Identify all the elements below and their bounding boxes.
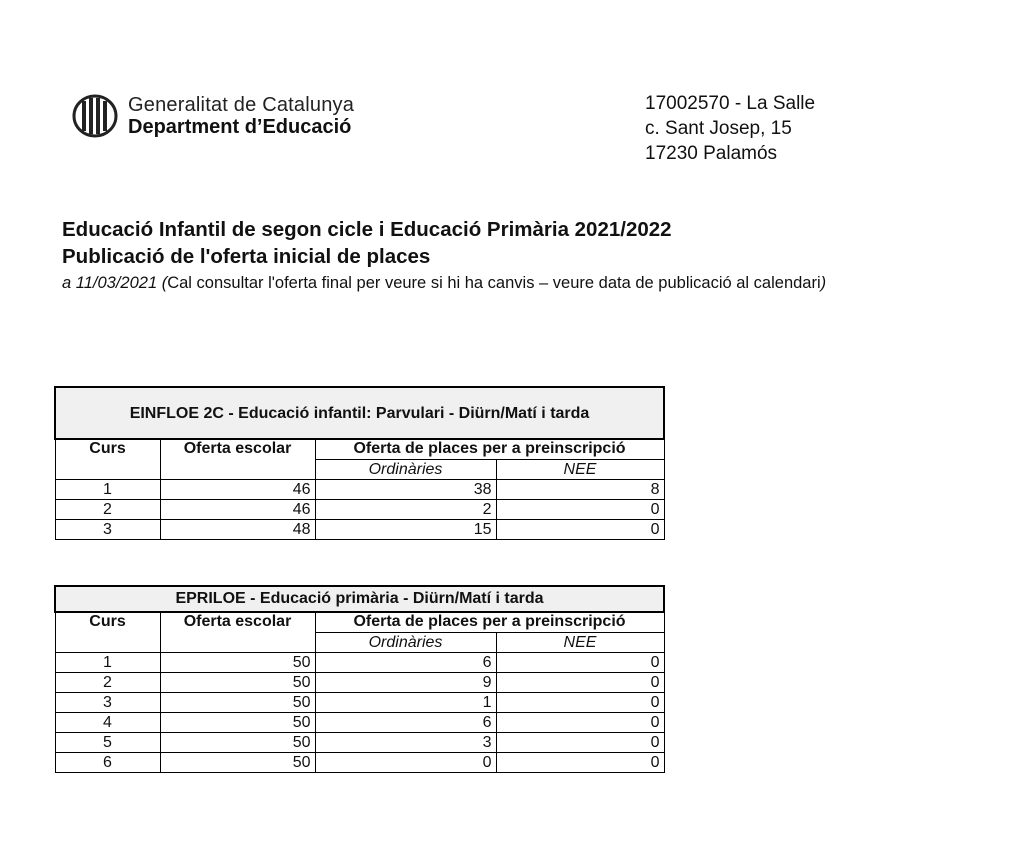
school-code-name: 17002570 - La Salle [645,93,816,114]
cell-oferta: 50 [160,753,315,773]
cell-ordinaries: 1 [315,693,496,713]
cell-ordinaries: 6 [315,713,496,733]
cell-curs: 5 [55,733,160,753]
table-row [55,693,664,713]
cell-oferta: 50 [160,733,315,753]
cell-curs: 2 [55,500,160,520]
catalan-flag-emblem-icon [72,94,118,138]
table-title: EINFLOE 2C - Educació infantil: Parvulari - Diürn/Matí i tarda [55,387,664,439]
col-header-curs: Curs [55,439,160,480]
table-row [55,653,664,673]
cell-curs: 4 [55,713,160,733]
document-title [62,216,672,270]
cell-oferta: 46 [160,500,315,520]
col-header-oferta-places: Oferta de places per a preinscripció [315,612,664,633]
cell-nee: 0 [496,753,664,773]
cell-ordinaries: 38 [315,480,496,500]
table-row [55,753,664,773]
cell-oferta: 50 [160,713,315,733]
table-row [55,480,664,500]
cell-oferta: 48 [160,520,315,540]
col-header-nee: NEE [496,633,664,653]
cell-nee: 0 [496,653,664,673]
table-row [55,673,664,693]
cell-ordinaries: 9 [315,673,496,693]
table-einfloe [54,386,665,540]
col-header-ordinaries: Ordinàries [315,460,496,480]
cell-curs: 6 [55,753,160,773]
cell-ordinaries: 0 [315,753,496,773]
department-logo [72,94,354,138]
note-text: Cal consultar l'oferta final per veure si hi ha canvis – veure data de publicació al calendari [167,274,821,292]
cell-ordinaries: 15 [315,520,496,540]
col-header-ordinaries: Ordinàries [315,633,496,653]
note-close: ) [820,274,827,292]
table-title: EPRILOE - Educació primària - Diürn/Matí i tarda [55,586,664,612]
cell-oferta: 50 [160,653,315,673]
cell-nee: 0 [496,713,664,733]
table-row [55,520,664,540]
cell-oferta: 50 [160,673,315,693]
col-header-oferta-escolar: Oferta escolar [160,439,315,480]
table-epriloe [54,585,665,773]
col-header-curs: Curs [55,612,160,653]
school-city: 17230 Palamós [645,143,778,164]
cell-nee: 0 [496,673,664,693]
org-name: Generalitat de Catalunya [128,94,355,116]
department-name: Department d’Educació [128,116,352,138]
col-header-oferta-places: Oferta de places per a preinscripció [315,439,664,460]
cell-ordinaries: 6 [315,653,496,673]
cell-curs: 1 [55,480,160,500]
cell-nee: 0 [496,693,664,713]
title-line-2: Publicació de l'oferta inicial de places [62,245,431,268]
cell-curs: 3 [55,520,160,540]
cell-curs: 3 [55,693,160,713]
cell-curs: 2 [55,673,160,693]
cell-oferta: 50 [160,693,315,713]
table-row [55,500,664,520]
cell-nee: 0 [496,500,664,520]
school-street: c. Sant Josep, 15 [645,118,792,139]
cell-nee: 0 [496,733,664,753]
publication-date: a 11/03/2021 ( [62,274,168,292]
cell-ordinaries: 2 [315,500,496,520]
cell-nee: 0 [496,520,664,540]
cell-curs: 1 [55,653,160,673]
table-row [55,713,664,733]
col-header-oferta-escolar: Oferta escolar [160,612,315,653]
title-line-1: Educació Infantil de segon cicle i Educació Primària 2021/2022 [62,218,672,241]
publication-note [62,272,826,294]
school-address [645,91,815,166]
cell-nee: 8 [496,480,664,500]
table-row [55,733,664,753]
cell-ordinaries: 3 [315,733,496,753]
cell-oferta: 46 [160,480,315,500]
col-header-nee: NEE [496,460,664,480]
